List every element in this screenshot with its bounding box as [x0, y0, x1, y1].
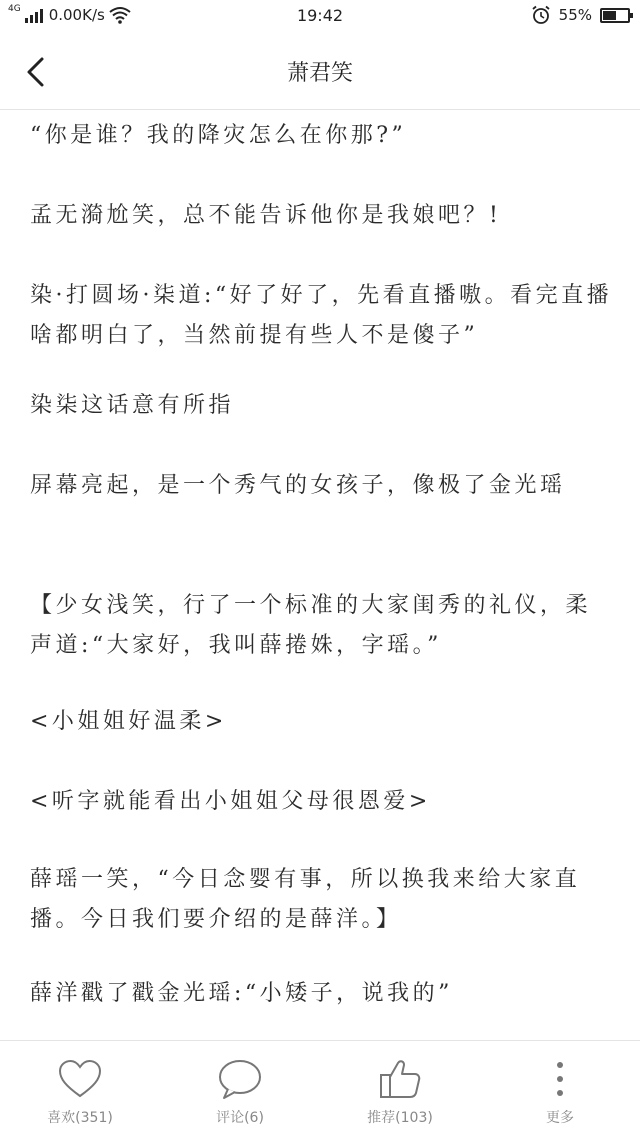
network-speed: 0.00K/s [48, 6, 105, 24]
heart-icon [56, 1055, 104, 1103]
alarm-icon [531, 5, 551, 25]
status-right [531, 5, 630, 25]
chevron-left-icon [18, 52, 58, 92]
paragraph: 薛瑶一笑，“今日念婴有事，所以换我来给大家直播。今日我们要介绍的是薛洋。】 [30, 867, 581, 932]
page-title: 萧君笑 [286, 61, 353, 86]
paragraph: 孟无漪尬笑，总不能告诉他你是我娘吧？! [30, 203, 502, 228]
network-type: 4G [8, 3, 21, 14]
battery-percent: 55% [558, 6, 592, 24]
more-label: 更多 [546, 1110, 574, 1126]
speech-bubble-icon [216, 1055, 264, 1103]
reading-content[interactable] [0, 110, 640, 1040]
paragraph: “你是谁？我的降灾怎么在你那?” [30, 123, 407, 148]
paragraph: <听字就能看出小姐姐父母很恩爱> [30, 789, 431, 814]
paragraph: 屏幕亮起，是一个秀气的女孩子，像极了金光瑶 [30, 473, 566, 498]
back-button[interactable] [18, 52, 58, 92]
paragraph: 【少女浅笑，行了一个标准的大家闺秀的礼仪，柔声道:“大家好，我叫薛捲姝，字瑶。” [30, 593, 592, 658]
paragraph: <小姐姐好温柔> [30, 709, 227, 734]
paragraph: 薛洋戳了戳金光瑶:“小矮子，说我的” [30, 981, 453, 1006]
battery-fill [603, 11, 616, 20]
like-label: 喜欢(351) [47, 1110, 113, 1126]
battery-icon [600, 8, 630, 23]
status-bar [0, 0, 640, 34]
comment-label: 评论(6) [216, 1110, 264, 1126]
recommend-button[interactable] [320, 1041, 480, 1139]
top-nav-bar [0, 34, 640, 110]
bottom-action-bar [0, 1040, 640, 1138]
thumbs-up-icon [376, 1055, 424, 1103]
paragraph: 染柒这话意有所指 [30, 393, 235, 418]
more-button[interactable] [480, 1041, 640, 1139]
like-button[interactable] [0, 1041, 160, 1139]
comment-button[interactable] [160, 1041, 320, 1139]
recommend-label: 推荐(103) [367, 1110, 433, 1126]
vertical-dots-icon [536, 1055, 584, 1103]
clock: 19:42 [296, 6, 344, 25]
paragraph: 染·打圆场·柒道:“好了好了，先看直播嗷。看完直播啥都明白了，当然前提有些人不是傻子” [30, 283, 613, 348]
